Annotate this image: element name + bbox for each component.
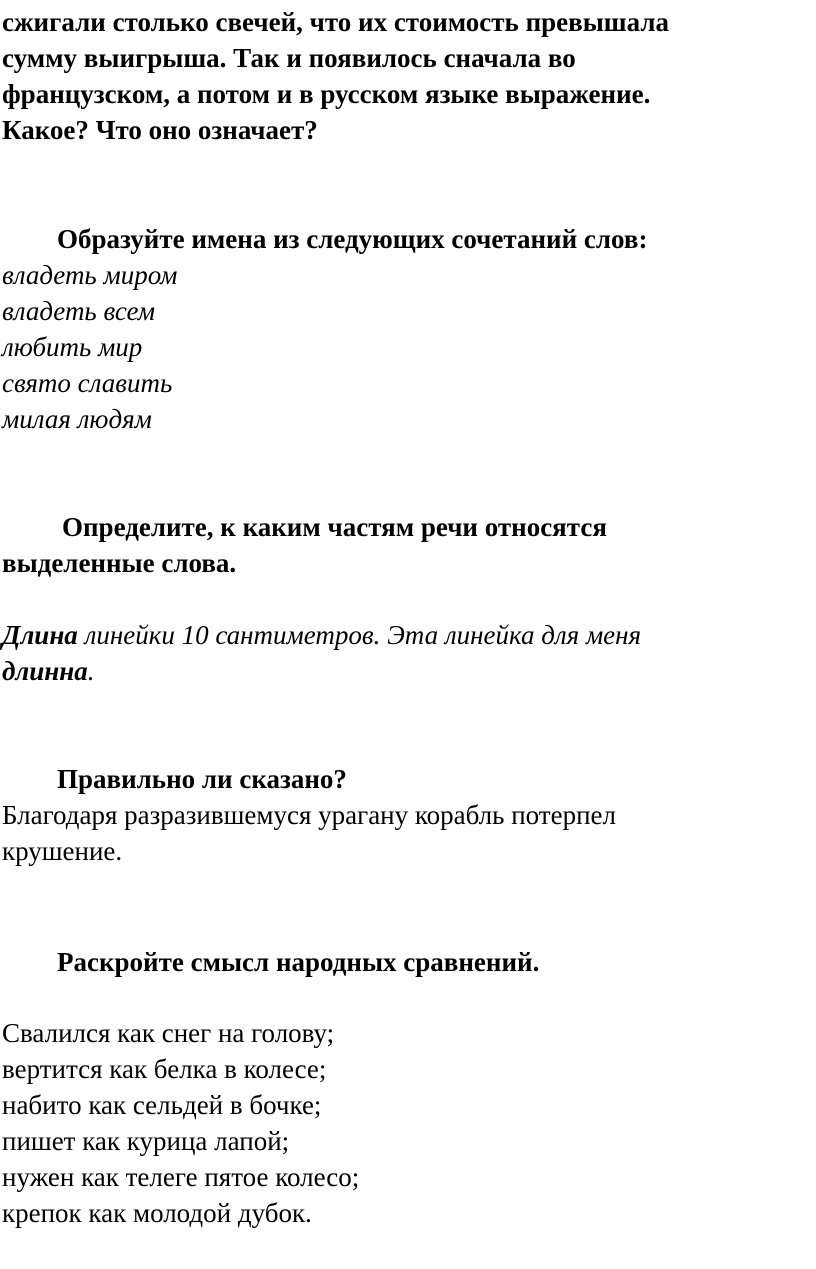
intro-line: сумму выигрыша. Так и появилось сначала во: [2, 43, 576, 73]
intro-line: французском, а потом и в русском языке выражение.: [2, 79, 651, 109]
list-item: Свалился как снег на голову;: [2, 1018, 335, 1048]
sentence-line: крушение.: [2, 836, 123, 866]
task-parts-of-speech: [2, 509, 812, 581]
intro-paragraph: [2, 4, 812, 148]
task-similes: [2, 944, 812, 980]
list-item: пишет как курица лапой;: [2, 1126, 290, 1156]
sentence-end: .: [87, 656, 95, 686]
task-heading-continuation: выделенные слова.: [2, 548, 237, 578]
task-heading: Определите, к каким частям речи относятся: [62, 512, 607, 542]
task-form-names: [2, 221, 812, 437]
intro-line: Какое? Что оно означает?: [2, 115, 318, 145]
list-item: крепок как молодой дубок.: [2, 1198, 312, 1228]
highlighted-word: длинна: [2, 656, 88, 686]
highlighted-word: Длина: [2, 620, 78, 650]
list-item: свято славить: [2, 368, 173, 398]
list-item: вертится как белка в колесе;: [2, 1054, 327, 1084]
list-item: любить мир: [2, 332, 143, 362]
task-heading: Образуйте имена из следующих сочетаний слов:: [57, 224, 648, 254]
list-item: набито как сельдей в бочке;: [2, 1090, 322, 1120]
list-item: владеть миром: [2, 260, 178, 290]
list-item: владеть всем: [2, 296, 156, 326]
task-heading: Правильно ли сказано?: [57, 764, 347, 794]
sentence-line: Благодаря разразившемуся урагану корабль потерпел: [2, 800, 616, 830]
task-heading: Раскройте смысл народных сравнений.: [57, 947, 540, 977]
sentence-text: линейки 10 сантиметров. Эта линейка для меня: [77, 620, 642, 650]
example-sentence: [2, 617, 812, 689]
list-item: нужен как телеге пятое колесо;: [2, 1162, 360, 1192]
similes-list: [2, 1015, 812, 1231]
list-item: милая людям: [2, 404, 152, 434]
intro-line: сжигали столько свечей, что их стоимость превышала: [2, 7, 669, 37]
task-correctness: [2, 761, 812, 869]
